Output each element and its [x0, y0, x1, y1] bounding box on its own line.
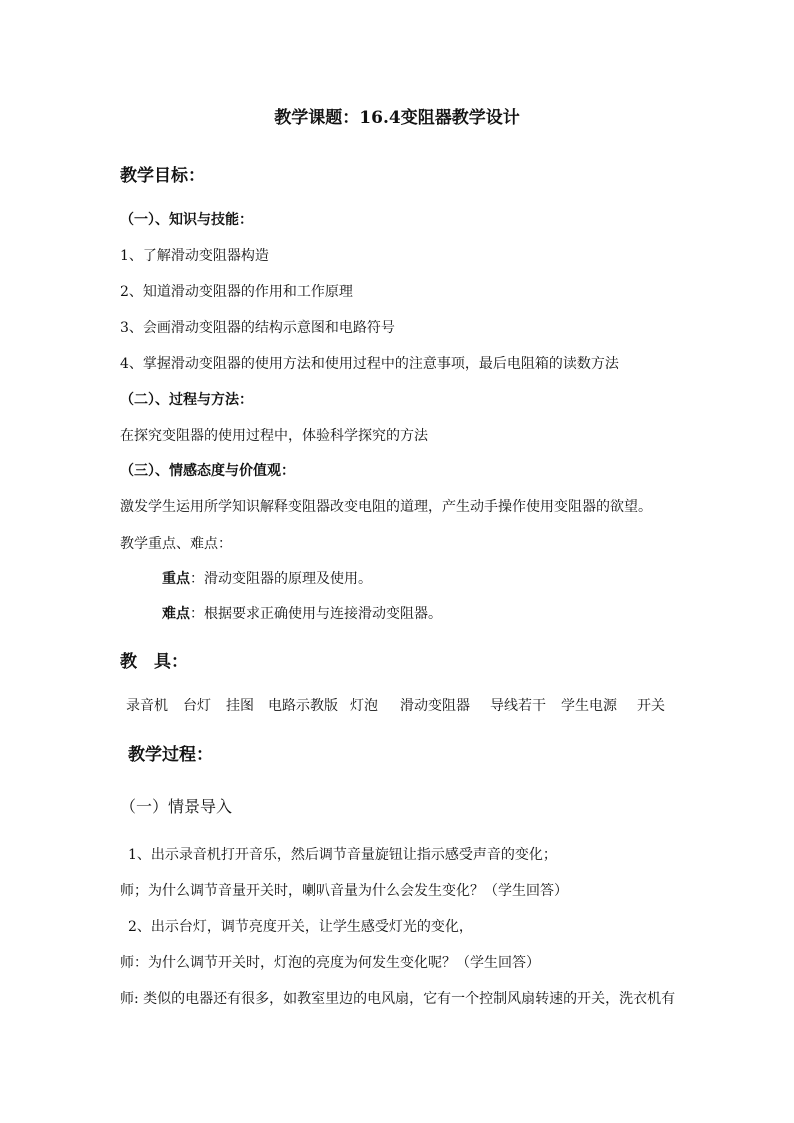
key-point-text: ：滑动变阻器的原理及使用。 — [190, 571, 372, 587]
difficulty-line — [162, 605, 442, 623]
difficulty-text: ：根据要求正确使用与连接滑动变阻器。 — [190, 606, 442, 622]
difficulty-label: 难点 — [162, 606, 190, 622]
objective-item: 3、会画滑动变阻器的结构示意图和电路符号 — [120, 320, 395, 336]
intro-heading: （一）情景导入 — [120, 797, 233, 816]
tool-item: 电路示教版 — [268, 698, 338, 714]
attitude-values-text: 激发学生运用所学知识解释变阻器改变电阻的道理，产生动手操作使用变阻器的欲望。 — [120, 499, 652, 515]
process-heading: 教学过程： — [128, 745, 213, 765]
tool-item: 灯泡 — [350, 698, 378, 714]
process-paragraph: 师: 类似的电器还有很多，如教室里边的电风扇，它有一个控制风扇转速的开关，洗衣机有 — [120, 991, 676, 1007]
objective-item: 4、掌握滑动变阻器的使用方法和使用过程中的注意事项，最后电阻箱的读数方法 — [120, 356, 619, 372]
key-point-label: 重点 — [162, 571, 190, 587]
key-points-heading: 教学重点、难点： — [120, 536, 232, 552]
tool-item: 台灯 — [183, 698, 211, 714]
objective-item: 1、了解滑动变阻器构造 — [120, 248, 269, 264]
process-paragraph: 1、出示录音机打开音乐，然后调节音量旋钮让指示感受声音的变化； — [128, 847, 557, 863]
tool-item: 开关 — [637, 698, 665, 714]
objectives-heading: 教学目标： — [120, 166, 205, 186]
objective-item: 2、知道滑动变阻器的作用和工作原理 — [120, 284, 353, 300]
attitude-values-heading: （三）、情感态度与价值观： — [120, 463, 295, 479]
key-point-line — [162, 570, 372, 588]
process-paragraph: 师：为什么调节开关时，灯泡的亮度为何发生变化呢？（学生回答） — [120, 955, 540, 971]
process-paragraph: 2、出示台灯，调节亮度开关，让学生感受灯光的变化， — [128, 919, 473, 935]
tools-heading: 教 具： — [120, 652, 188, 672]
tool-item: 挂图 — [226, 698, 254, 714]
tool-item: 学生电源 — [561, 698, 617, 714]
document-title: 教学课题：16.4变阻器教学设计 — [274, 108, 520, 128]
process-methods-heading: （二）、过程与方法： — [120, 392, 253, 408]
tool-item: 导线若干 — [490, 698, 546, 714]
knowledge-skills-heading: （一）、知识与技能： — [120, 212, 253, 228]
tool-item: 滑动变阻器 — [400, 698, 470, 714]
tool-item: 录音机 — [126, 698, 168, 714]
process-paragraph: 师；为什么调节音量开关时，喇叭音量为什么会发生变化？（学生回答） — [120, 883, 568, 899]
process-methods-text: 在探究变阻器的使用过程中，体验科学探究的方法 — [120, 428, 428, 444]
